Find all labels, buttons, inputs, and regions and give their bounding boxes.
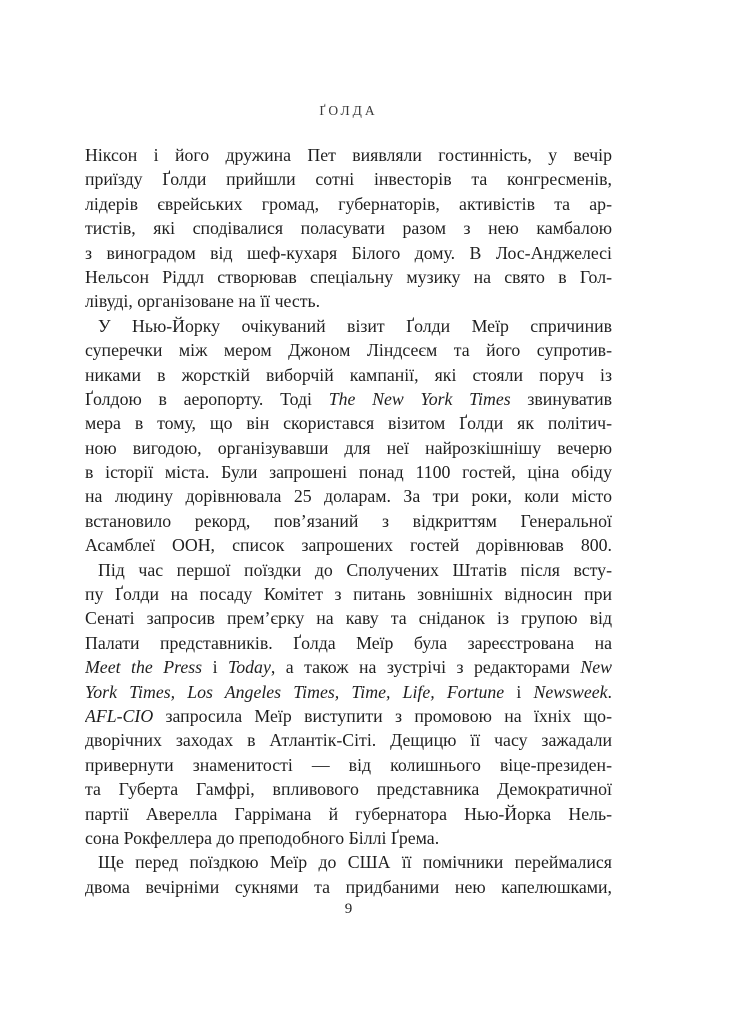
text-line (85, 606, 612, 630)
text-block (85, 143, 612, 899)
page-number: 9 (344, 901, 353, 917)
text-line (85, 363, 612, 387)
paragraph (85, 558, 612, 851)
text-segment: партії Аверелла Гаррімана й губернатора Нью-Йорка Нель- (85, 803, 612, 824)
text-segment: з виноградом від шеф-кухаря Білого дому. В Лос-Анджелесі (85, 242, 612, 263)
text-line (85, 582, 612, 606)
italic-text: York Times, Los Angeles Times, Time, Life, Fortune (85, 681, 505, 702)
text-line (85, 411, 612, 435)
text-segment: встановило рекорд, пов’язаний з відкриттям Генеральної (85, 510, 612, 531)
italic-text: Meet the Press (85, 657, 203, 678)
text-line (85, 631, 612, 655)
text-line (85, 289, 612, 313)
text-segment: Ґолдою в аеропорту. Тоді (85, 388, 329, 409)
text-segment: У Нью-Йорку очікуваний візит Ґолди Меїр спричинив (98, 315, 612, 336)
text-segment: на людину дорівнювала 25 доларам. За три роки, коли місто (85, 486, 612, 507)
text-line (85, 484, 612, 508)
text-segment: Ще перед поїздкою Меїр до США її помічники переймалися (98, 852, 612, 873)
text-segment: никами в жорсткій виборчій кампанії, які стояли поруч із (85, 364, 612, 385)
running-header: ҐОЛДА (319, 103, 378, 118)
text-line (85, 777, 612, 801)
text-segment: пу Ґолди на посаду Комітет з питань зовнішніх відносин при (85, 584, 612, 605)
text-line (85, 655, 612, 679)
text-line (85, 167, 612, 191)
text-line (85, 460, 612, 484)
text-segment: і (504, 681, 534, 702)
italic-text: Today (228, 657, 271, 678)
text-segment: Палати представників. Ґолда Меїр була зареєстрована на (85, 632, 612, 653)
text-segment: . (607, 681, 612, 702)
text-line (85, 558, 612, 582)
text-line (85, 143, 612, 167)
text-line (85, 875, 612, 899)
text-segment: лівуді, організоване на її честь. (85, 291, 321, 312)
text-line (85, 826, 612, 850)
text-segment: і (202, 657, 229, 678)
text-line (85, 728, 612, 752)
text-segment: дворічних заходах в Атлантік-Сіті. Дещицю її часу зажадали (85, 730, 612, 751)
italic-text: AFL-CIO (85, 705, 154, 726)
text-segment: Ніксон і його дружина Пет виявляли гостинність, у вечір (85, 145, 612, 165)
text-line (85, 387, 612, 411)
italic-text: New (580, 657, 612, 678)
text-segment: , а також на зустрічі з редакторами (270, 657, 581, 678)
paragraph (85, 850, 612, 899)
italic-text: The New York Times (328, 388, 511, 409)
text-line (85, 802, 612, 826)
text-segment: сона Рокфеллера до преподобного Біллі Ґрема. (85, 827, 440, 848)
text-segment: Під час першої поїздки до Сполучених Штатів після всту- (98, 559, 612, 580)
paragraph (85, 143, 612, 314)
text-segment: Нельсон Ріддл створював спеціальну музику на свято в Гол- (85, 266, 612, 287)
text-line (85, 753, 612, 777)
text-segment: лідерів єврейських громад, губернаторів, активістів та ар- (85, 193, 612, 214)
text-line (85, 338, 612, 362)
text-line (85, 192, 612, 216)
text-line (85, 241, 612, 265)
text-segment: привернути знаменитості — від колишнього віце-президен- (85, 754, 612, 775)
text-line (85, 533, 612, 557)
text-segment: Сенаті запросив прем’єрку на каву та сніданок із групою від (85, 608, 612, 629)
text-segment: тистів, які сподівалися поласувати разом з нею камбалою (85, 218, 612, 239)
text-segment: двома вечірніми сукнями та придбаними нею капелюшками, (85, 876, 612, 897)
text-segment: приїзду Ґолди прийшли сотні інвесторів та конгресменів, (85, 169, 612, 190)
text-line (85, 509, 612, 533)
text-segment: запросила Меїр виступити з промовою на їхніх що- (153, 705, 612, 726)
italic-text: Newsweek (533, 681, 608, 702)
text-line (85, 265, 612, 289)
text-line (85, 850, 612, 874)
text-line (85, 704, 612, 728)
text-segment: ною вигодою, організувавши для неї найрозкішнішу вечерю (85, 437, 612, 458)
text-segment: Асамблеї ООН, список запрошених гостей дорівнював 800. (85, 535, 612, 556)
text-segment: суперечки між мером Джоном Ліндсеєм та його супротив- (85, 340, 612, 361)
text-segment: мера в тому, що він скористався візитом Ґолди як політич- (85, 413, 612, 434)
text-segment: звинуватив (510, 388, 612, 409)
text-segment: в історії міста. Були запрошені понад 1100 гостей, ціна обіду (85, 462, 612, 483)
text-segment: та Губерта Гамфрі, впливового представника Демократичної (85, 779, 612, 800)
text-line (85, 436, 612, 460)
text-line (85, 216, 612, 240)
text-line (85, 314, 612, 338)
paragraph (85, 314, 612, 558)
text-line (85, 680, 612, 704)
